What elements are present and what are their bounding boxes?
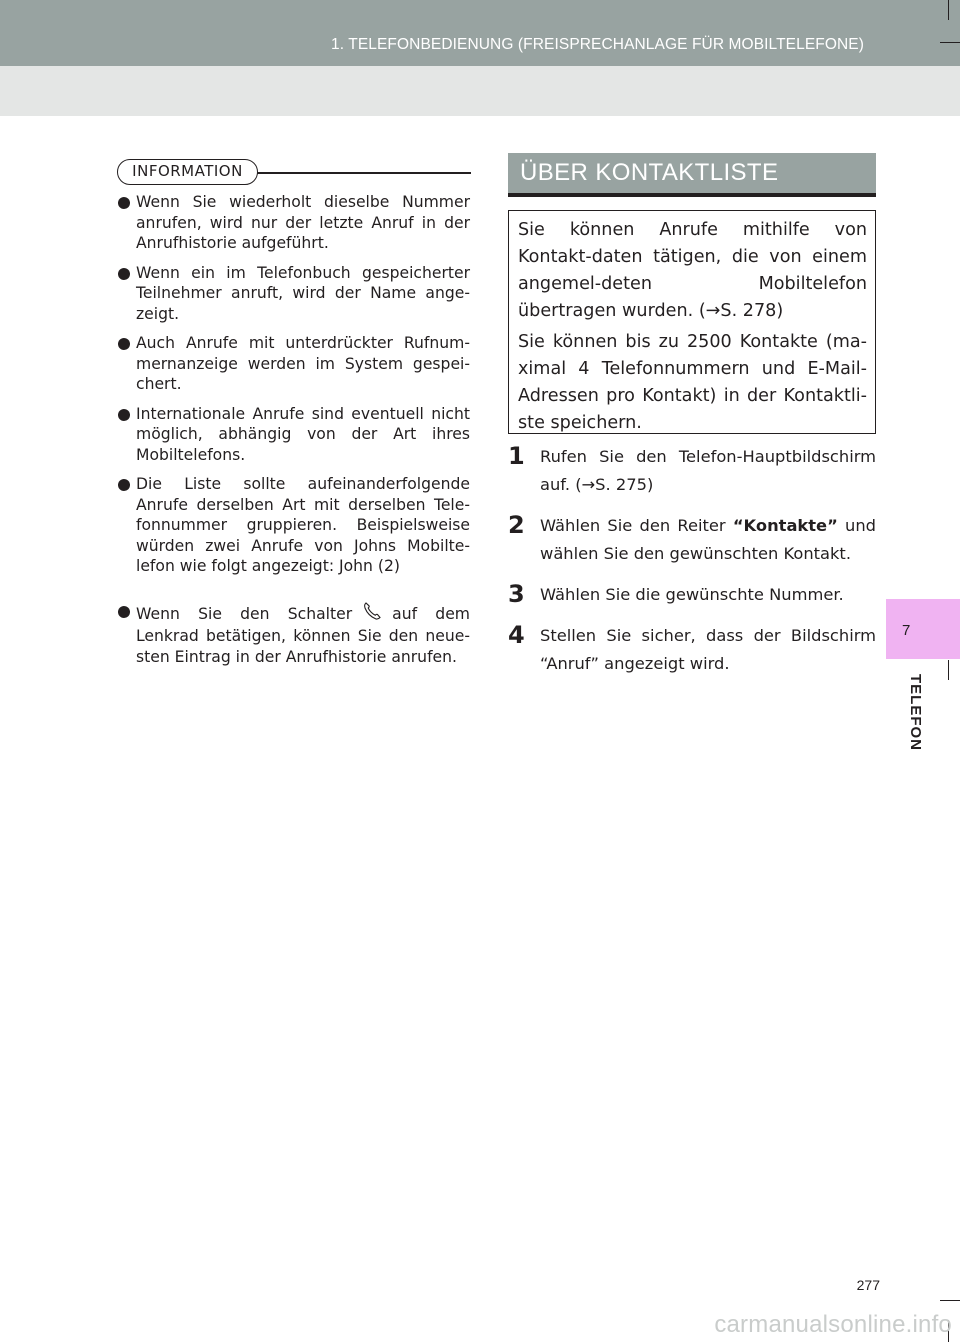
chapter-label: TELEFON <box>907 674 924 751</box>
step-list <box>508 443 876 691</box>
section-title: ÜBER KONTAKTLISTE <box>508 153 876 193</box>
bullet-icon <box>118 338 130 350</box>
chapter-tab[interactable] <box>886 599 960 659</box>
box-paragraph: Sie können bis zu 2500 Kontakte (ma-ximal 4 Telefonnummern und E-Mail-Adressen pro Kontakt) in der Kontaktli-ste speichern. <box>518 332 867 433</box>
bullet-icon <box>118 479 130 491</box>
box-paragraph: Sie können Anrufe mithilfe von Kontakt-daten tätigen, die von einem angemel-deten Mobiltelefon übertragen wurden. (→S. 278) <box>518 220 867 321</box>
list-item: Internationale Anrufe sind eventuell nicht möglich, abhängig von der Art ihres Mobiltelefons. <box>118 404 470 466</box>
step-item <box>508 622 876 678</box>
step-text: Rufen Sie den Telefon-Hauptbildschirm auf. (→S. 275) <box>540 447 876 494</box>
list-item: Wenn Sie den Schalter auf dem Lenkrad betätigen, können Sie den neue-sten Eintrag in der Anrufhistorie anrufen. <box>118 601 470 668</box>
chapter-title: 1. TELEFONBEDIENUNG (FREISPRECHANLAGE FÜR MOBILTELEFONE) <box>331 36 864 53</box>
bullet-icon <box>118 268 130 280</box>
section-rule <box>508 193 876 197</box>
watermark: carmanualsonline.info <box>714 1311 952 1338</box>
crop-mark <box>948 0 949 20</box>
step-keyword: “Kontakte” <box>732 516 838 535</box>
information-rule <box>248 172 471 174</box>
bullet-icon <box>118 409 130 421</box>
info-box <box>508 210 876 434</box>
phone-icon <box>352 601 392 627</box>
bullet-icon <box>118 197 130 209</box>
crop-mark <box>948 660 949 680</box>
step-text: Stellen Sie sicher, dass der Bildschirm “Anruf” angezeigt wird. <box>540 626 876 673</box>
list-item: Auch Anrufe mit unterdrückter Rufnum-mernanzeige werden im System gespei-chert. <box>118 333 470 395</box>
crop-mark <box>940 1300 960 1301</box>
step-number: 1 <box>508 442 525 470</box>
information-label: INFORMATION <box>117 159 258 185</box>
header-band <box>0 66 960 116</box>
list-item: Wenn ein im Telefonbuch gespeicherter Teilnehmer anruft, wird der Name ange-zeigt. <box>118 263 470 325</box>
page-number: 277 <box>856 1277 880 1293</box>
chapter-number: 7 <box>902 622 911 639</box>
crop-mark <box>940 42 960 43</box>
step-text: und wählen Sie den gewünschten Kontakt. <box>540 516 876 563</box>
step-number: 2 <box>508 511 525 539</box>
step-item <box>508 581 876 609</box>
list-item: Die Liste sollte aufeinanderfolgende Anrufe derselben Art mit derselben Tele-fonnummer gruppieren. Beispielsweise würden zwei Anrufe von Johns Mobilte-lefon wie folgt angezeigt: John (2) <box>118 474 470 577</box>
bullet-icon <box>118 606 130 618</box>
step-text: Wählen Sie die gewünschte Nummer. <box>540 585 844 604</box>
step-item <box>508 443 876 499</box>
step-number: 4 <box>508 621 525 649</box>
list-item: Wenn Sie wiederholt dieselbe Nummer anrufen, wird nur der letzte Anruf in der Anrufhistorie aufgeführt. <box>118 192 470 254</box>
page-header <box>0 0 960 66</box>
step-number: 3 <box>508 580 525 608</box>
step-item <box>508 512 876 568</box>
information-list <box>118 192 470 676</box>
step-text: Wählen Sie den Reiter <box>540 516 733 535</box>
